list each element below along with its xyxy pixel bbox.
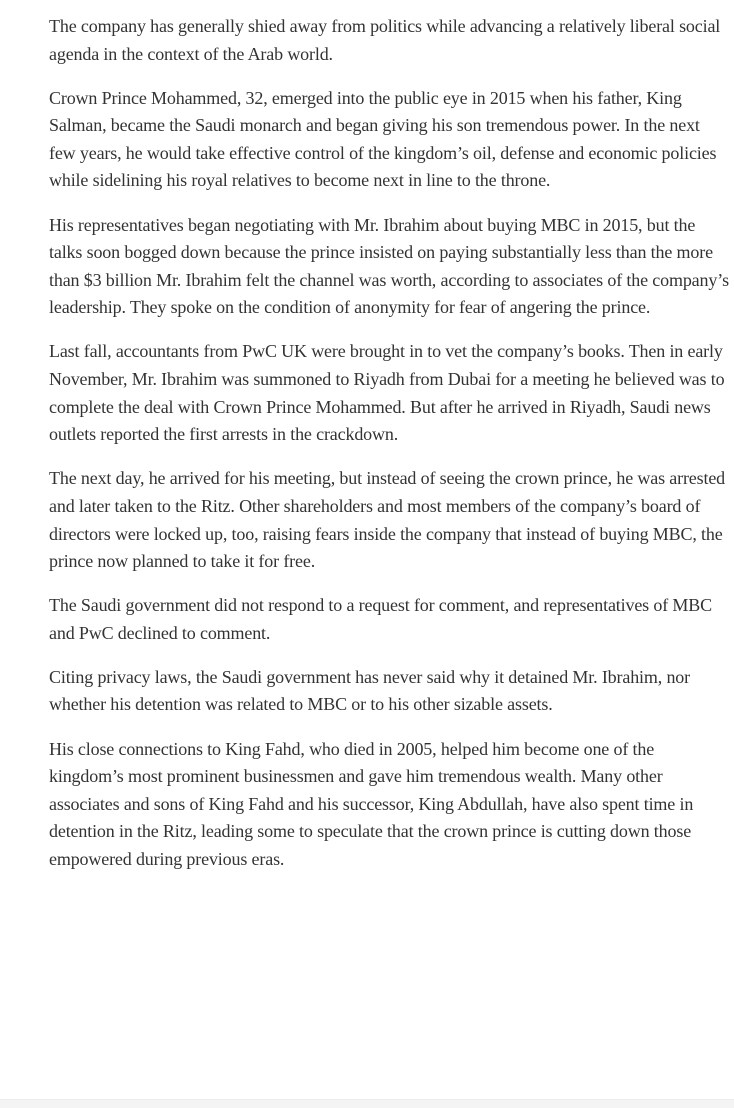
article-paragraph: His representatives began negotiating with Mr. Ibrahim about buying MBC in 2015, but the talks soon bogged down because the prince insisted on paying substantially less than the more than $3 billion Mr. Ibrahim felt the channel was worth, according to associates of the company’s leadership. They spoke on the condition of anonymity for fear of angering the prince. (49, 214, 729, 318)
article-paragraph: Citing privacy laws, the Saudi government has never said why it detained Mr. Ibrahim, nor whether his detention was related to MBC or to his other sizable assets. (49, 666, 691, 715)
article-body (49, 13, 729, 890)
article-paragraph: The Saudi government did not respond to a request for comment, and representatives of MBC and PwC declined to comment. (49, 595, 712, 643)
article-paragraph: The next day, he arrived for his meeting, but instead of seeing the crown prince, he was arrested and later taken to the Ritz. Other shareholders and most members of the company’s board of directors were locked up, too, raising fears inside the company that instead of buying MBC, the prince now planned to take it for free. (49, 468, 726, 572)
article-paragraph: The company has generally shied away from politics while advancing a relatively liberal social agenda in the context of the Arab world. (49, 16, 721, 64)
article-paragraph: His close connections to King Fahd, who died in 2005, helped him become one of the kingdom’s most prominent businessmen and gave him tremendous wealth. Many other associates and sons of King Fahd and his successor, King Abdullah, have also spent time in detention in the Ritz, leading some to speculate that the crown prince is cutting down those empowered during previous eras. (49, 738, 694, 869)
article-paragraph: Crown Prince Mohammed, 32, emerged into the public eye in 2015 when his father, King Salman, became the Saudi monarch and began giving his son tremendous power. In the next few years, he would take effective control of the kingdom’s oil, defense and economic policies while sidelining his royal relatives to become next in line to the throne. (49, 87, 717, 191)
article-paragraph: Last fall, accountants from PwC UK were brought in to vet the company’s books. Then in early November, Mr. Ibrahim was summoned to Riyadh from Dubai for a meeting he believed was to complete the deal with Crown Prince Mohammed. But after he arrived in Riyadh, Saudi news outlets reported the first arrests in the crackdown. (49, 341, 725, 445)
